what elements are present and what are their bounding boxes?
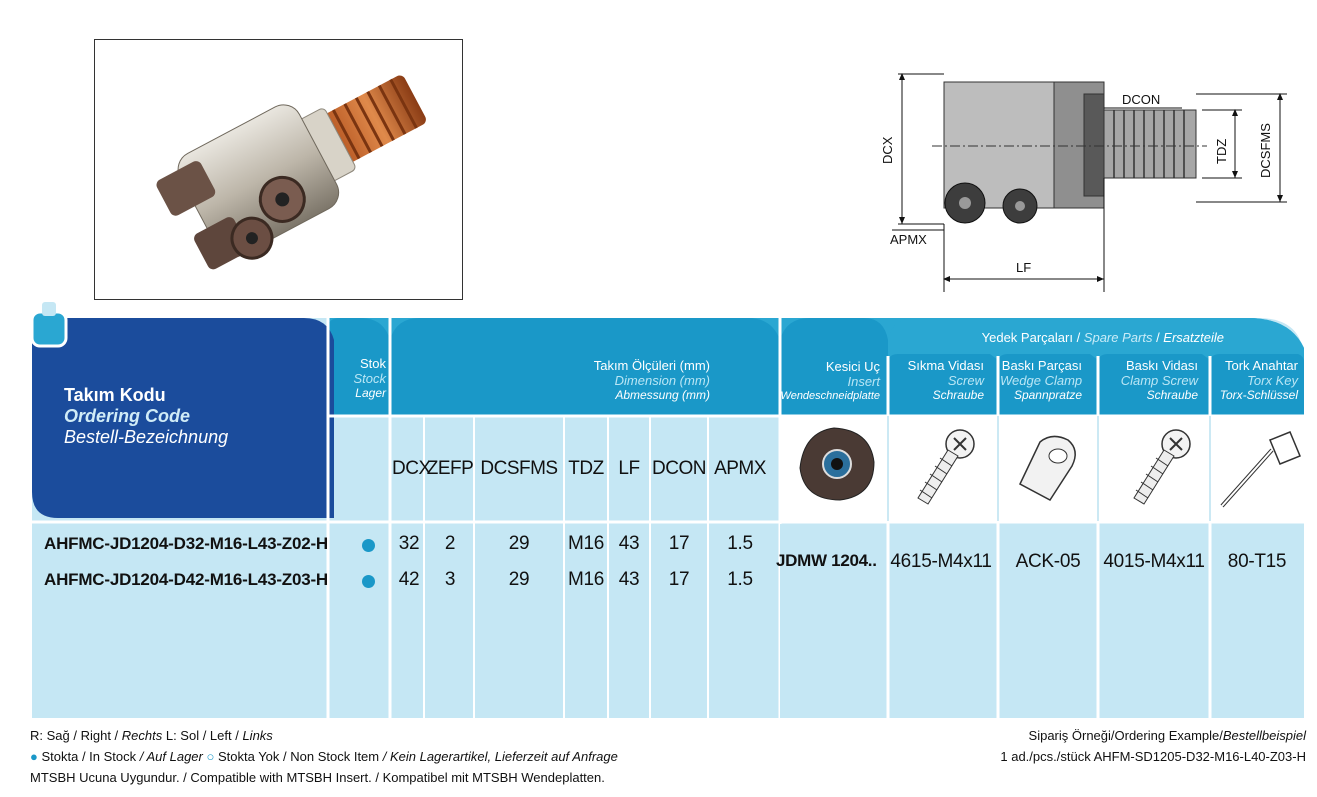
tdz-label: TDZ — [1214, 138, 1229, 164]
title-tr: Takım Kodu — [64, 385, 166, 405]
col-dcx: DCX — [392, 458, 431, 479]
apmx-label: APMX — [890, 232, 927, 247]
zefp-value: 2 — [444, 533, 456, 554]
clamp-screw-value: 4015-M4x11 — [1103, 551, 1205, 572]
dimension-diagram — [862, 54, 1302, 302]
milling-cutter-image — [95, 40, 463, 300]
col-dcon: DCON — [652, 458, 706, 479]
col-zefp: ZEFP — [426, 458, 474, 479]
dcon-label: DCON — [1122, 92, 1161, 107]
wedge-value: ACK-05 — [1015, 551, 1081, 572]
ordering-code: AHFMC-JD1204-D42-M16-L43-Z03-H — [44, 570, 329, 589]
dcon-value: 17 — [668, 533, 690, 554]
in-stock-dot — [362, 539, 375, 552]
footer-compat-note: MTSBH Ucuna Uygundur. / Compatible with MTSBH Insert. / Kompatibel mit MTSBH Wendeplatten. — [30, 770, 605, 785]
title-en: Ordering Code — [64, 406, 191, 426]
zefp-value: 3 — [444, 569, 456, 590]
col-lf: LF — [618, 458, 640, 479]
stock-header: Stok Stock Lager — [353, 356, 386, 400]
apmx-value: 1.5 — [727, 569, 753, 590]
tdz-value: M16 — [567, 569, 605, 590]
tdz-value: M16 — [567, 533, 605, 554]
ordering-code: AHFMC-JD1204-D32-M16-L43-Z02-H — [44, 534, 329, 553]
insert-value: JDMW 1204.. — [776, 551, 877, 570]
in-stock-icon: ● — [30, 749, 38, 764]
dimensions-header: Takım Ölçüleri (mm) Dimension (mm) Abmessung (mm) — [593, 358, 710, 402]
torx-header: Tork Anahtar Torx Key Torx-Schlüssel — [1219, 358, 1298, 402]
col-dcsfms: DCSFMS — [480, 458, 558, 479]
spare-parts-header: Yedek Parçaları / Spare Parts / Ersatzteile — [981, 330, 1224, 345]
apmx-value: 1.5 — [727, 533, 753, 554]
ordering-code-title — [64, 385, 228, 448]
lf-value: 43 — [618, 569, 640, 590]
col-apmx: APMX — [714, 458, 766, 479]
dcon-value: 17 — [668, 569, 690, 590]
in-stock-dot — [362, 575, 375, 588]
lf-label: LF — [1016, 260, 1032, 275]
title-de: Bestell-Bezeichnung — [64, 427, 229, 447]
col-tdz: TDZ — [568, 458, 604, 479]
footer-stock-note: ● Stokta / In Stock / Auf Lager ○ Stokta Yok / Non Stock Item / Kein Lagerartikel, Lieferzeit auf Anfrage — [30, 749, 618, 764]
torx-value: 80-T15 — [1227, 551, 1287, 572]
ordering-example-value: 1 ad./pcs./stück AHFM-SD1205-D32-M16-L40-Z03-H — [1000, 749, 1306, 764]
insert-header: Kesici Uç Insert Wendeschneidplatte — [780, 359, 880, 402]
product-photo — [94, 39, 463, 300]
lf-value: 43 — [618, 533, 640, 554]
footer-direction-note: R: Sağ / Right / Rechts L: Sol / Left / Links — [30, 728, 273, 743]
ordering-example-title: Sipariş Örneği/Ordering Example/Bestellbeispiel — [1028, 728, 1306, 743]
dcx-value: 42 — [398, 569, 420, 590]
dcx-label: DCX — [880, 136, 895, 164]
clamp-screw-header: Baskı Vidası Clamp Screw Schraube — [1120, 358, 1198, 402]
table-corner-icon — [32, 312, 66, 346]
dcx-value: 32 — [398, 533, 420, 554]
dcsfms-label: DCSFMS — [1258, 123, 1273, 178]
wedge-header: Baskı Parçası Wedge Clamp Spannpratze — [1000, 358, 1083, 402]
dcsfms-value: 29 — [508, 533, 530, 554]
non-stock-icon: ○ — [206, 749, 215, 764]
screw-header: Sıkma Vidası Screw Schraube — [907, 358, 984, 402]
dcsfms-value: 29 — [508, 569, 530, 590]
insert-icon — [800, 428, 874, 500]
screw-value: 4615-M4x11 — [890, 551, 992, 572]
